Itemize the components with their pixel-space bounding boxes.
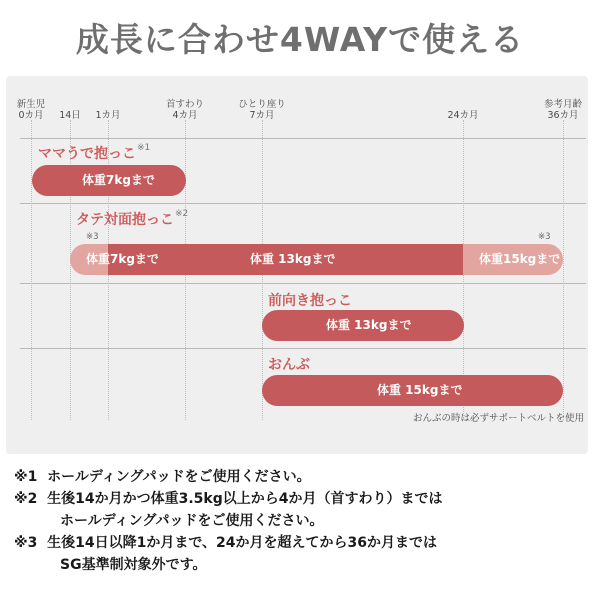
- age-label-7months: ひとり座り 7カ月: [238, 99, 286, 121]
- mode-label-forward-facing: 前向き抱っこ: [268, 293, 352, 309]
- weight-bar-forward-facing: 体重 13kgまで: [262, 310, 464, 341]
- mode-label-back-carry: おんぶ: [268, 357, 310, 373]
- age-label-0: 新生児 0カ月: [16, 99, 46, 121]
- guide-line: [563, 120, 564, 420]
- page-title: 成長に合わせ4WAYで使える: [75, 20, 525, 59]
- footnote-2-continued: ホールディングパッドをご使用ください。: [60, 513, 324, 529]
- back-carry-warning: おんぶの時は必ずサポートベルトを使用: [413, 413, 585, 424]
- mode-label-cradle: ママうで抱っこ$^{※1}$: [38, 143, 151, 162]
- footnote-3: ※3 生後14日以降1か月まで、24か月を超えてから36か月までは: [14, 535, 438, 551]
- divider: [20, 283, 586, 284]
- weight-text-upright-mid: 体重 13kgまで: [250, 252, 336, 266]
- age-label-14days: 14日: [59, 110, 81, 121]
- divider: [20, 203, 586, 204]
- weight-bar-back-carry: 体重 15kgまで: [262, 375, 563, 406]
- age-label-4months: 首すわり 4カ月: [165, 99, 205, 121]
- divider: [20, 138, 586, 139]
- age-label-1month: 1カ月: [95, 110, 121, 121]
- weight-text-upright-left: 体重7kgまで: [86, 252, 159, 266]
- mode-label-upright-facing: タテ対面抱っこ$^{※2}$: [76, 209, 189, 228]
- footnote-2: ※2 生後14か月かつ体重3.5kg以上から4か月（首すわり）までは: [14, 491, 443, 507]
- weight-bar-cradle: 体重7kgまで: [32, 165, 186, 196]
- note-mark-right: ※3: [538, 232, 551, 242]
- footnote-3-continued: SG基準制対象外です。: [60, 557, 207, 573]
- age-label-36months: 参考月齢 36カ月: [543, 99, 583, 121]
- weight-text-upright-right: 体重15kgまで: [479, 252, 561, 266]
- guide-line: [31, 120, 32, 420]
- age-label-24months: 24カ月: [447, 110, 479, 121]
- note-mark-left: ※3: [86, 232, 99, 242]
- divider: [20, 348, 586, 349]
- footnotes: [14, 466, 442, 576]
- footnote-1: ※1 ホールディングパッドをご使用ください。: [14, 469, 311, 485]
